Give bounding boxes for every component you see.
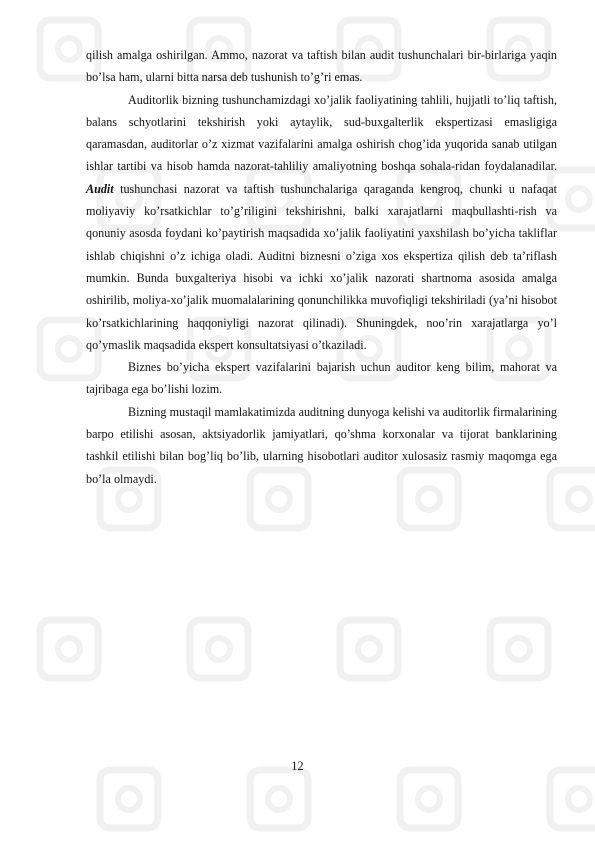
watermark-logo-icon xyxy=(40,620,98,678)
watermark-logo-icon xyxy=(490,620,548,678)
paragraph-4: Bizning mustaqil mamlakatimizda auditning dunyoga kelishi va auditorlik firmalarining barpo etilishi asosan, aktsiyadorlik jamiyatlari, qo’shma korxonalar va tijorat banklarining tashkil etilishi bilan bog’liq bo’lib, ularning hisobotlari auditor xulosasiz rasmiy maqomga ega bo’la olmaydi. xyxy=(86,404,557,486)
watermark-logo-icon xyxy=(190,620,248,678)
paragraph-3: Biznes bo’yicha ekspert vazifalarini bajarish uchun auditor keng bilim, mahorat va tajribaga ega bo’lishi lozim. xyxy=(86,360,557,397)
watermark-logo-icon xyxy=(100,770,158,828)
watermark-logo-icon xyxy=(250,770,308,828)
paragraph-2-after: tushunchasi nazorat va taftish tushunchalariga qaraganda kengroq, chunki u nafaqat moliyaviy ko’rsatkichlar to’g’riligini tekshirishni, balki xarajatlarni maqbullashti-rish va qonuniy asosda foydani ko’paytirish maqsadida xo’jalik faoliyatini yaxshilash bo’yicha takliflar ishlab chiqishni o’z ichiga oladi. Auditni biznesni o’ziga xos ekspertiza qilish deb ta’riflash mumkin. Bunda buxgalteriya hisobi va ichki xo’jalik nazorati shartnoma asosida amalga oshirilib, moliya-xo’jalik muomalalarining qonunchilikka muvofiqligi tekshiriladi (ya’ni hisobot ko’rsatkichlarining haqqoniyligi nazorat qilinadi). Shuningdek, noo’rin xarajatlarga yo’l qo’ymaslik maqsadida ekspert konsultatsiyasi o’tkaziladi. xyxy=(86,181,557,352)
watermark-logo-icon xyxy=(550,770,595,828)
audit-emphasis: Audit xyxy=(86,181,114,196)
paragraph-2 xyxy=(86,89,557,357)
paragraph-2-before: Auditorlik bizning tushunchamizdagi xo’jalik faoliyatining tahlili, hujjatli to’liq taftish, balans schyotlarini tekshirish yoki aytaylik, sud-buxgalterlik ekspertizasi emasligiga qaramasdan, auditorlar o’z xizmat vazifalarini amalga oshirish chog’ida yuqorida sanab utilgan ishlar tartibi va hisob hamda nazorat-tahliliy amaliyotning boshqa sohala-ridan foydalanadilar. xyxy=(86,92,557,174)
page-body xyxy=(86,44,557,490)
paragraph-1: qilish amalga oshirilgan. Ammo, nazorat va taftish bilan audit tushunchalari bir-birlariga yaqin bo’lsa ham, ularni bitta narsa deb tushunish to’g’ri emas. xyxy=(86,48,557,85)
watermark-logo-icon xyxy=(340,620,398,678)
page-number: 12 xyxy=(291,759,304,773)
watermark-logo-icon xyxy=(400,770,458,828)
